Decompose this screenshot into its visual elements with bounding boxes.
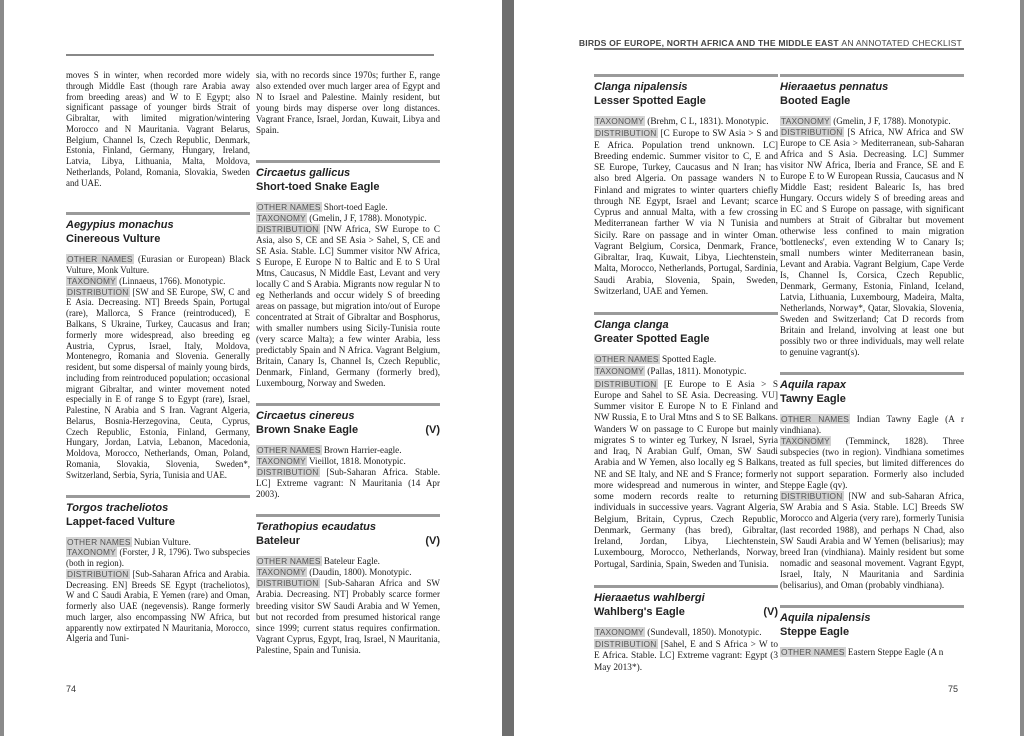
distribution-paragraph (594, 128, 778, 298)
taxonomy-text: (Forster, J R, 1796). Two subspecies (both in region). (66, 547, 251, 569)
other-names-paragraph (66, 254, 250, 276)
right-column-2 (780, 74, 964, 658)
species-entry (256, 403, 440, 500)
common-name: Tawny Eagle (780, 393, 846, 406)
running-header-subtitle: AN ANNOTATED CHECKLIST (841, 38, 962, 48)
scientific-name: Clanga nipalensis (594, 81, 688, 93)
distribution-label: DISTRIBUTION (257, 467, 319, 478)
other-names-paragraph (780, 647, 964, 658)
page-number-left: 74 (66, 684, 77, 694)
taxonomy-label: TAXONOMY (595, 626, 644, 637)
other-names-paragraph (256, 445, 440, 456)
taxonomy-label: TAXONOMY (257, 213, 306, 224)
species-entry (594, 74, 778, 298)
scientific-name: Aquila nipalensis (780, 611, 871, 624)
right-column-1 (594, 74, 778, 674)
taxonomy-label: TAXONOMY (781, 116, 830, 126)
vagrant-tag: (V) (763, 605, 778, 618)
distribution-label: DISTRIBUTION (257, 224, 319, 235)
taxonomy-text: Vieillot, 1818. Monotypic. (309, 456, 406, 467)
scientific-name: Hieraaetus pennatus (780, 81, 889, 93)
entry-rule (780, 74, 964, 77)
left-column-1 (66, 70, 250, 644)
other-names-label: OTHER NAMES (257, 202, 321, 213)
continuation-text: moves S in winter, when recorded more widely through Middle East (though rare Arabia away from breeding areas) and W to E Egypt; also significant passage of younger birds Strait of Gibraltar, with limited migration/wintering Morocco and N Mauritania. Vagrant Belarus, Belgium, Channel Is, Czech Republic, Denmark, Estonia, Finland, Germany, Hungary, Ireland, Latvia, Libya, Lithuania, Malta, Moldova, Netherlands, Poland, Romania, Slovakia, Sweden and UAE. (66, 70, 250, 188)
common-name-row (594, 332, 778, 346)
taxonomy-text: (Linnaeus, 1766). Monotypic. (119, 275, 226, 286)
distribution-text: [NW and sub-Saharan Africa, SW Arabia and S Asia. Stable. LC] Breeds SW Morocco and Algeria (very rare), formerly Tunisia (last recorded 1988), and perhaps N Chad, also SW Saudi Arabia and W Yemen (belisarius); may breed Iran (vindhiana). Mainly resident but some nomadic and seasonal movement. Vagrant Egypt, Israel, Italy, N Mauritania and Sardinia (belisarius), and Oman (probably vindhiana). (780, 491, 964, 590)
distribution-text: [S Africa, NW Africa and SW Europe to CE Asia > Mediterranean, sub-Saharan Africa and S Asia. Decreasing. LC] Summer visitor NW Africa, Iberia and France, SE and E Europe E to W European Russia, Caucasus and N Middle East; resident Balearic Is, has bred Hungary. Occurs widely S of breeding areas and in EC and S Europe on passage, with significant numbers at Strait of Gibraltar but movement otherwise less confined to main migration 'bottlenecks', even extending W to Canary Is; small numbers winter Mediterranean basin, Levant and Arabia. Vagrant Belgium, Cape Verde Is, Channel Is, Corsica, Czech Republic, Denmark, Germany, Estonia, Finland, Iceland, Latvia, Lithuania, Luxembourg, Madeira, Malta, Netherlands, Norway*, Qatar, Slovakia, Slovenia, Sweden and Switzerland; Cat D records from Britain and Ireland, involving at least one but possibly two or three individuals, may well relate to genuine vagrant(s). (780, 127, 964, 358)
distribution-text: [Sahel, E and S Africa > W to E Africa. Stable. LC] Extreme vagrant: Egypt (3 May 2013*). (594, 640, 778, 673)
entry-rule (256, 403, 440, 406)
distribution-label: DISTRIBUTION (67, 286, 129, 297)
taxonomy-text: (Gmelin, J F, 1788). Monotypic. (833, 116, 951, 126)
distribution-text: [Sub-Saharan Africa and SW Arabia. Decreasing. NT] Probably scarce former breeding visitor SW Saudi Arabia and W Yemen, but not recorded from presumed historical range since 1999; current status requires confirmation. Vagrant Cyprus, Egypt, Iraq, Israel, N Mauritania, Palestine, Spain and Tunisia. (256, 578, 440, 655)
entry-rule (594, 585, 778, 588)
common-name-row (66, 515, 250, 529)
distribution-label: DISTRIBUTION (781, 491, 843, 502)
distribution-text: [Sub-Saharan Africa. Stable. LC] Extreme vagrant: N Mauritania (14 Apr 2003). (256, 467, 440, 500)
scientific-name: Hieraaetus wahlbergi (594, 591, 705, 604)
common-name: Greater Spotted Eagle (594, 333, 710, 345)
common-name: Bateleur (256, 535, 301, 548)
species-entry (594, 585, 778, 674)
distribution-paragraph (780, 127, 964, 358)
scientific-name: Aquila rapax (780, 379, 847, 392)
taxonomy-paragraph (66, 547, 250, 569)
distribution-paragraph (594, 639, 778, 674)
other-names-label: OTHER NAMES (67, 254, 133, 265)
common-name: Cinereous Vulture (66, 233, 161, 246)
entry-rule (256, 514, 440, 517)
continuation-text: sia, with no records since 1970s; further E, range also extended over much larger area of Egypt and N to Israel and Palestine. Mainly resident, but young birds may disperse over long distances. Vagrant France, Israel, Jordan, Kuwait, Libya and Spain. (256, 70, 440, 136)
common-name: Lesser Spotted Eagle (594, 95, 706, 107)
scientific-name: Terathopius ecaudatus (256, 521, 377, 534)
distribution-text: [C Europe to SW Asia > S and E Africa. Population trend unknown. LC] Breeding endemic. Summer visitor to C, E and SE Europe, Turkey, Caucasus and N Iran; has also bred Algeria. On passage wanders N to Finland and migrates to winter quarters chiefly through NE Egypt, Israel and Levant; scarce Cyprus and annual Malta, with a few crossing Mediterranean farther W via N Tunisia and Sicily. Rare on passage and in winter Oman. Vagrant Belgium, Corsica, Denmark, France, Gibraltar, Iraq, Kuwait, Libya, Liechtenstein, Malta, Morocco, Netherlands, Portugal, Sardinia, Saudi Arabia, Slovenia, Spain, Sweden, Switzerland, UAE and Yemen. (594, 129, 778, 297)
other-names-text: Eastern Steppe Eagle (A n (847, 646, 944, 657)
other-names-text: Bateleur Eagle. (323, 556, 380, 567)
running-header (579, 38, 962, 48)
taxonomy-text: (Gmelin, J F, 1788). Monotypic. (309, 213, 427, 224)
scientific-name: Circaetus cinereus (256, 410, 355, 423)
common-name: Brown Snake Eagle (256, 424, 359, 437)
common-name-row (594, 605, 778, 619)
other-names-label: OTHER NAMES (781, 414, 850, 425)
species-entry (780, 74, 964, 358)
species-entry (66, 212, 250, 480)
distribution-text: [E Europe to E Asia > S Europe and Sahel to SE Asia. Decreasing. VU] Summer visitor E Europe N to E Finland and NW Russia, E to Ural Mtns and S to SE Balkans. Wanders W on passage to C Europe but mainly migrates S to winter eg Turkey, N Israel, Syria and Iraq, N Arabian Gulf, Oman, SW Saudi Arabia and W Yemen, also locally eg S Balkans, NE and SE Italy, and NE and S France; formerly more widespread and numerous in winter, and some modern records realte to returning individuals in successive years. Vagrant Algeria, Belgium, Britain, Cyprus, Czech Republic, Denmark, Germany (has bred), Gibraltar, Ireland, Jordan, Libya, Liechtenstein, Luxembourg, Morocco, Netherlands, Norway, Portugal, Sardinia, Spain, Sweden and Tunisia. (594, 379, 778, 570)
other-names-label: OTHER NAMES (257, 556, 321, 567)
distribution-paragraph (256, 224, 440, 389)
distribution-label: DISTRIBUTION (595, 378, 657, 389)
other-names-label: OTHER NAMES (67, 536, 131, 547)
distribution-paragraph (256, 467, 440, 500)
distribution-label: DISTRIBUTION (257, 578, 319, 589)
taxonomy-label: TAXONOMY (257, 456, 306, 467)
entry-rule (66, 212, 250, 215)
taxonomy-paragraph (780, 436, 964, 491)
other-names-paragraph (780, 414, 964, 436)
taxonomy-label: TAXONOMY (67, 547, 116, 558)
right-page (514, 0, 1020, 736)
entry-rule (594, 312, 778, 315)
page-number-right: 75 (948, 684, 959, 694)
entry-rule (66, 495, 250, 498)
taxonomy-label: TAXONOMY (257, 567, 306, 578)
entry-rule (780, 605, 964, 608)
distribution-paragraph (594, 379, 778, 571)
distribution-text: [SW and SE Europe, SW, C and E Asia. Decreasing. NT] Breeds Spain, Portugal (rare), Mallorca, S France (reintroduced), E Balkans, S Ukraine, Turkey, Caucasus and Iran; formerly more widespread, also breeding eg Austria, Cyprus, Israel, Italy, Moldova, Montenegro, Romania and Slovenia. Generally resident, but some dispersal of mainly young birds, including from reintroduced population; occasional migrant Gibraltar, and winter movement noted especially in E of range S to Egypt (rare), Israel, Palestine, N Arabia and S Iran. Vagrant Algeria, Belarus, Bosnia-Herzegovina, Ceuta, Cyprus, Czech Republic, Estonia, Finland, Germany, Hungary, Jordan, Latvia, Lebanon, Macedonia, Moldova, Morocco, Netherlands, Oman, Poland, Romania, Slovakia, Slovenia, Sweden*, Switzerland, Serbia, Syria, Tunisia and UAE. (66, 286, 251, 480)
taxonomy-label: TAXONOMY (781, 436, 830, 447)
common-name-row (256, 423, 440, 437)
other-names-label: OTHER NAMES (595, 354, 659, 364)
common-name-row (780, 94, 964, 108)
taxonomy-text: (Brehm, C L, 1831). Monotypic. (647, 117, 769, 127)
top-rule (66, 54, 434, 56)
common-name-row (594, 94, 778, 108)
distribution-label: DISTRIBUTION (595, 128, 657, 139)
species-entry (780, 372, 964, 590)
left-page (4, 0, 502, 736)
distribution-text: [NW Africa, SW Europe to C Asia, also S, CE and SE Asia > Sahel, S, CE and SE Asia. Stable. LC] Summer visitor NW Africa, S Europe, E Europe N to Baltic and E to S Ural Mtns, Caucasus, N Middle East, Levant and very locally C and S Arabia. Migrants now regular N to eg Netherlands and occur widely S of breeding areas on passage, but migration into/out of Europe concentrated at Strait of Gibraltar and Bosphorus, with smaller numbers using Sicily-Tunisia route (very scarce Malta); a few winter Arabia, less predictably Spain and N Africa. Vagrant Belgium, Britain, Canary Is, Channel Is, Czech Republic, Denmark, Finland, Germany (formerly bred), Luxembourg, Norway and Sweden. (256, 224, 440, 389)
running-header-title: BIRDS OF EUROPE, NORTH AFRICA AND THE MIDDLE EAST (578, 38, 839, 48)
other-names-paragraph (256, 202, 440, 213)
species-entry (594, 312, 778, 571)
taxonomy-text: (Daudin, 1800). Monotypic. (309, 567, 412, 578)
common-name: Steppe Eagle (780, 625, 850, 638)
distribution-label: DISTRIBUTION (67, 568, 129, 579)
scientific-name: Aegypius monachus (66, 219, 174, 232)
book-gutter (502, 0, 514, 736)
other-names-label: OTHER NAMES (257, 445, 321, 456)
common-name: Lappet-faced Vulture (66, 515, 175, 528)
other-names-text: Short-toed Eagle. (323, 202, 388, 213)
taxonomy-paragraph (256, 567, 440, 578)
species-entry (256, 514, 440, 655)
taxonomy-paragraph (256, 213, 440, 224)
other-names-paragraph (256, 556, 440, 567)
entry-rule (780, 372, 964, 375)
common-name-row (256, 180, 440, 194)
taxonomy-paragraph (594, 116, 778, 128)
entry-rule (594, 74, 778, 77)
taxonomy-label: TAXONOMY (67, 275, 116, 286)
common-name-row (256, 534, 440, 548)
distribution-paragraph (66, 569, 250, 644)
distribution-paragraph (256, 578, 440, 655)
common-name-row (780, 392, 964, 406)
distribution-label: DISTRIBUTION (595, 639, 657, 649)
taxonomy-paragraph (780, 116, 964, 127)
taxonomy-text: (Temminck, 1828). Three subspecies (two in region). Vindhiana sometimes treated as full species, but limited differences do not support separation. Formerly also included Steppe Eagle (qv). (780, 436, 964, 491)
scientific-name: Torgos tracheliotos (66, 501, 169, 514)
taxonomy-paragraph (256, 456, 440, 467)
taxonomy-paragraph (594, 627, 778, 639)
scientific-name: Clanga clanga (594, 319, 669, 331)
other-names-paragraph (66, 537, 250, 548)
distribution-text: [Sub-Saharan Africa and Arabia. Decreasing. EN] Breeds SE Egypt (tracheliotos), W and C Saudi Arabia, E Yemen (rare) and Oman, formerly also UAE (negevensis). Range formerly much larger, also encompassing NW Africa, but apparently now extirpated N Mauritania, Morocco, Algeria and Tuni- (66, 568, 251, 644)
other-names-text: Nubian Vulture. (133, 536, 191, 547)
common-name: Short-toed Snake Eagle (256, 181, 380, 194)
common-name: Wahlberg's Eagle (594, 605, 685, 618)
other-names-text: Spotted Eagle. (661, 355, 717, 365)
taxonomy-text: (Pallas, 1811). Monotypic. (647, 367, 747, 378)
distribution-paragraph (780, 491, 964, 590)
common-name: Booted Eagle (780, 95, 851, 107)
common-name-row (66, 232, 250, 246)
species-entry (66, 495, 250, 645)
taxonomy-label: TAXONOMY (595, 366, 644, 377)
taxonomy-paragraph (594, 366, 778, 378)
other-names-text: (Eurasian or European) Black Vulture, Monk Vulture. (66, 254, 251, 276)
other-names-paragraph (594, 354, 778, 366)
taxonomy-paragraph (66, 276, 250, 287)
other-names-text: Brown Harrier-eagle. (323, 445, 402, 456)
taxonomy-text: (Sundevall, 1850). Monotypic. (647, 627, 762, 638)
other-names-text: Indian Tawny Eagle (A r vindhiana). (780, 414, 964, 436)
species-entry (780, 605, 964, 658)
distribution-label: DISTRIBUTION (781, 127, 843, 138)
vagrant-tag: (V) (425, 424, 440, 437)
species-entry (256, 160, 440, 389)
common-name-row (780, 625, 964, 639)
scientific-name: Circaetus gallicus (256, 167, 351, 180)
vagrant-tag: (V) (425, 535, 440, 548)
entry-rule (256, 160, 440, 163)
taxonomy-label: TAXONOMY (595, 116, 644, 126)
distribution-paragraph (66, 287, 250, 481)
other-names-label: OTHER NAMES (781, 646, 845, 657)
header-rule (594, 48, 964, 50)
left-column-2 (256, 70, 440, 656)
